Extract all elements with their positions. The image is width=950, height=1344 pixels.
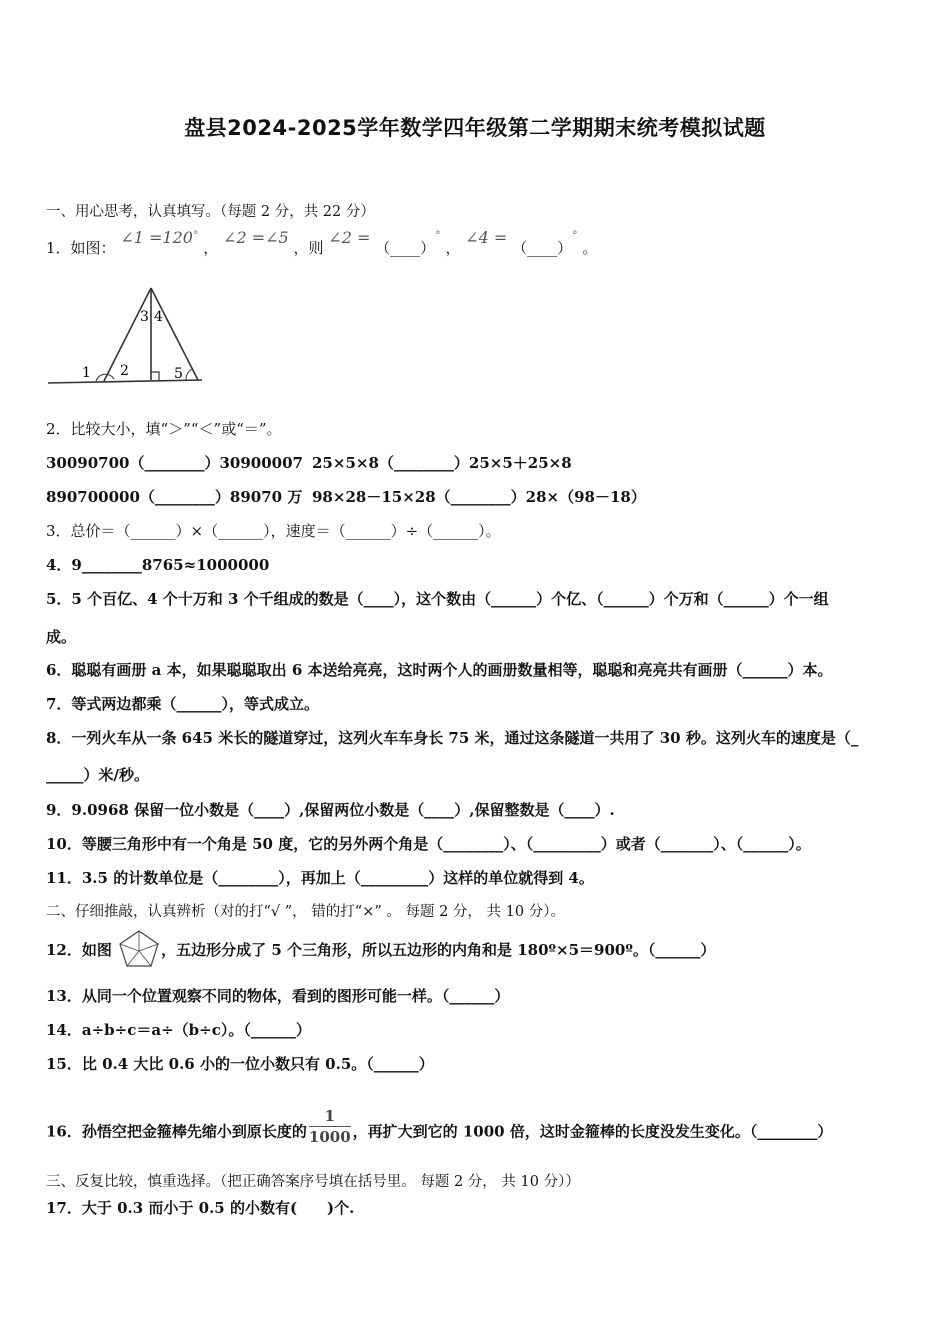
question-5-cont: 成。	[46, 628, 77, 646]
q12-text: ，五边形分成了 5 个三角形，所以五边形的内角和是 180º×5＝900º。（______）	[161, 941, 716, 959]
q1-sep: ，	[445, 239, 461, 257]
section-1-heading: 一、用心思考，认真填写。（每题 2 分，共 22 分）	[46, 204, 375, 220]
q1-angle-2: ∠2 =∠5	[223, 228, 289, 247]
question-8-cont: _____）米/秒。	[46, 766, 149, 784]
section-3-heading: 三、反复比较，慎重选择。（把正确答案序号填在括号里。 每题 2 分， 共 10 分））	[46, 1174, 580, 1190]
section-2-heading: 二、仔细推敲，认真辨析（对的打“√ ”， 错的打“×” 。 每题 2 分， 共 10 分）。	[46, 904, 565, 920]
question-15: 15．比 0.4 大比 0.6 小的一位小数只有 0.5。（______）	[46, 1055, 434, 1073]
compare-item: 890700000（________）89070 万	[46, 488, 303, 506]
figure-label: 5	[174, 366, 183, 382]
answer-blank[interactable]: （____）	[375, 239, 436, 257]
question-2-row-1	[46, 452, 910, 474]
q16-text: ，再扩大到它的 1000 倍，这时金箍棒的长度没发生变化。（________）	[352, 1122, 833, 1141]
question-2: 2．比较大小，填“＞”“＜”或“＝”。	[46, 420, 282, 438]
q1-angle-4: ∠4 =	[465, 228, 508, 247]
degree-sign: °	[192, 229, 199, 242]
pentagon-icon	[117, 929, 161, 969]
question-2-row-2	[46, 486, 910, 508]
question-9: 9．9.0968 保留一位小数是（____）,保留两位小数是（____）,保留整数是（____）.	[46, 801, 615, 819]
q1-then: ，则	[293, 239, 324, 257]
fraction-denominator: 1000	[308, 1128, 351, 1146]
question-3: 3．总价＝（______）×（______），速度＝（______）÷（______）。	[46, 522, 501, 540]
question-11: 11．3.5 的计数单位是（________），再加上（_________）这样的单位就得到 4。	[46, 869, 594, 887]
question-6: 6．聪聪有画册 a 本，如果聪聪取出 6 本送给亮亮，这时两个人的画册数量相等，聪聪和亮亮共有画册（______）本。	[46, 661, 833, 679]
fraction-numerator: 1	[309, 1106, 351, 1127]
triangle-figure	[46, 283, 206, 388]
figure-label: 2	[120, 363, 129, 379]
question-13: 13．从同一个位置观察不同的物体，看到的图形可能一样。（______）	[46, 987, 510, 1005]
question-14: 14．a÷b÷c＝a÷（b÷c）。（______）	[46, 1021, 311, 1039]
page-title: 盘县2024-2025学年数学四年级第二学期期末统考模拟试题	[184, 116, 766, 140]
question-12	[46, 939, 910, 961]
answer-blank[interactable]: （____）	[512, 239, 573, 257]
compare-item: 98×28－15×28（________）28×（98－18）	[312, 488, 646, 506]
question-16	[46, 1107, 910, 1153]
question-4: 4．9________8765≈1000000	[46, 556, 270, 574]
question-10: 10．等腰三角形中有一个角是 50 度，它的另外两个角是（________）、（_________）或者（_______）、（______）。	[46, 835, 811, 853]
question-5: 5．5 个百亿、4 个十万和 3 个千组成的数是（____），这个数由（______）个亿、（______）个万和（______）个一组	[46, 590, 829, 608]
compare-item: 30090700（________）30900007	[46, 454, 303, 472]
q16-prefix: 16．孙悟空把金箍棒先缩小到原长度的	[46, 1122, 307, 1141]
question-17: 17．大于 0.3 而小于 0.5 的小数有( )个.	[46, 1199, 355, 1217]
degree-sign: °	[435, 229, 441, 242]
question-1	[46, 228, 910, 261]
q1-angle-3: ∠2 =	[328, 228, 371, 247]
q1-angle-1: ∠1 =120	[120, 228, 193, 247]
fraction	[309, 1106, 351, 1147]
question-8: 8．一列火车从一条 645 米长的隧道穿过，这列火车车身长 75 米，通过这条隧道一共用了 30 秒。这列火车的速度是（_	[46, 729, 859, 747]
q1-prefix: 1．如图：	[46, 239, 116, 257]
question-7: 7．等式两边都乘（______），等式成立。	[46, 695, 319, 713]
degree-sign: °	[572, 229, 578, 242]
q12-prefix: 12．如图	[46, 941, 112, 959]
q1-sep: ，	[203, 239, 219, 257]
figure-label: 1	[82, 365, 91, 381]
figure-label: 3	[140, 309, 149, 325]
compare-item: 25×5×8（________）25×5＋25×8	[312, 454, 572, 472]
figure-label: 4	[154, 309, 163, 325]
q1-end: 。	[582, 239, 598, 257]
